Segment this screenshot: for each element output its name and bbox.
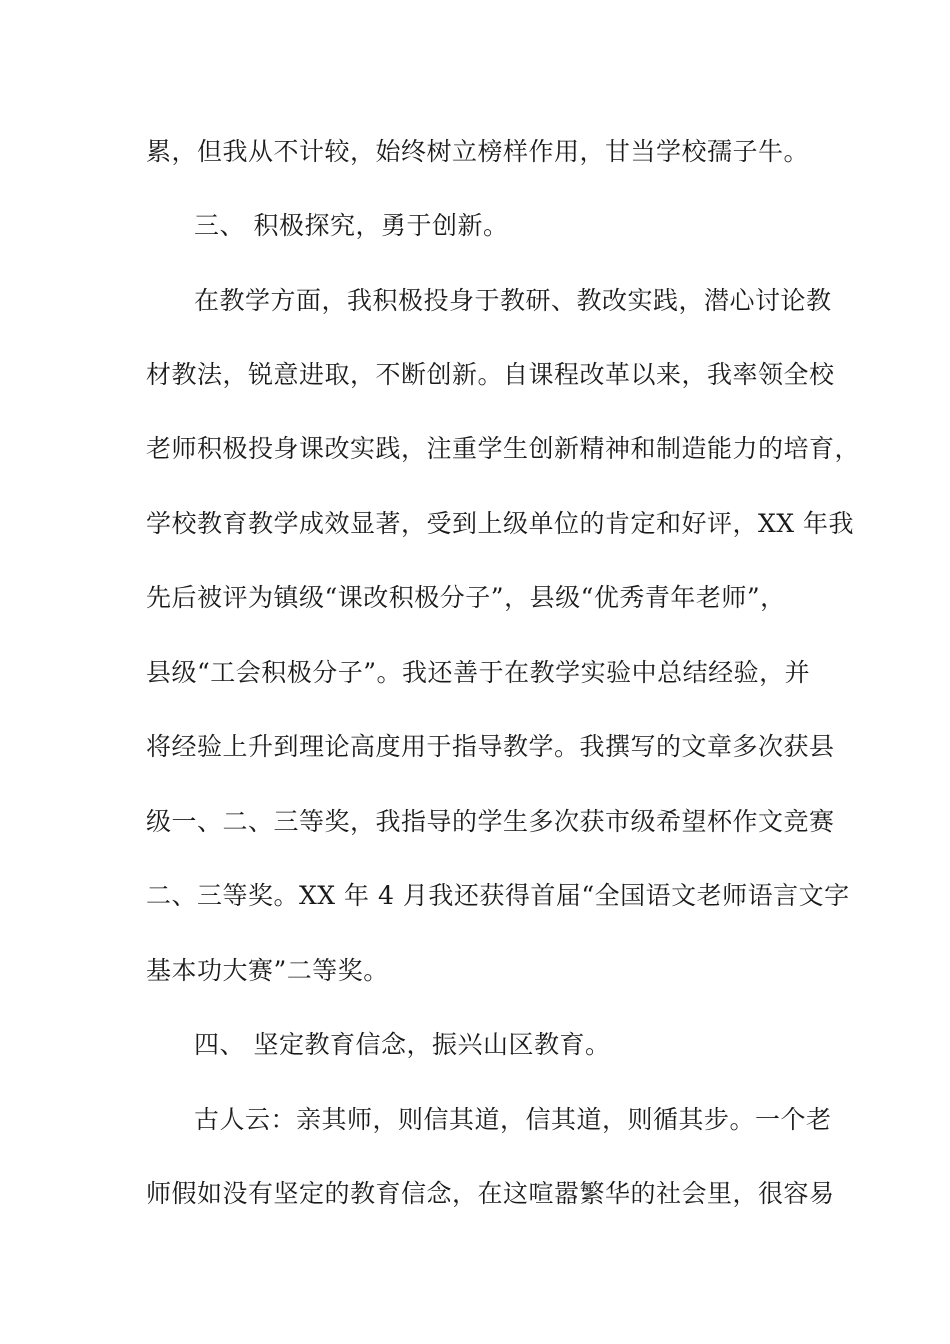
section-heading: 四、 坚定教育信念，振兴山区教育。	[194, 1030, 611, 1059]
text-line: 师假如没有坚定的教育信念，在这喧嚣繁华的社会里，很容易	[146, 1179, 835, 1208]
text-line: 学校教育教学成效显著，受到上级单位的肯定和好评，XX 年我	[146, 509, 855, 538]
text-line: 先后被评为镇级“课改积极分子”，县级“优秀青年老师”，	[146, 583, 786, 612]
text-line: 将经验上升到理论高度用于指导教学。我撰写的文章多次获县	[146, 732, 835, 761]
text-line: 二、三等奖。XX 年 4 月我还获得首届“全国语文老师语言文字	[146, 881, 850, 910]
text-line: 级一、二、三等奖，我指导的学生多次获市级希望杯作文竞赛	[146, 807, 835, 836]
text-line: 材教法，锐意进取，不断创新。自课程改革以来，我率领全校	[146, 360, 835, 389]
text-line: 县级“工会积极分子”。我还善于在教学实验中总结经验，并	[146, 658, 811, 687]
text-line: 累，但我从不计较，始终树立榜样作用，甘当学校孺子牛。	[146, 137, 810, 166]
section-heading: 三、 积极探究，勇于创新。	[194, 211, 509, 240]
text-line: 基本功大赛”二等奖。	[146, 956, 389, 985]
text-line: 古人云：亲其师，则信其道，信其道，则循其步。一个老	[194, 1105, 832, 1134]
text-line: 老师积极投身课改实践，注重学生创新精神和制造能力的培育，	[146, 434, 861, 463]
text-line: 在教学方面，我积极投身于教研、教改实践，潜心讨论教	[194, 286, 832, 315]
